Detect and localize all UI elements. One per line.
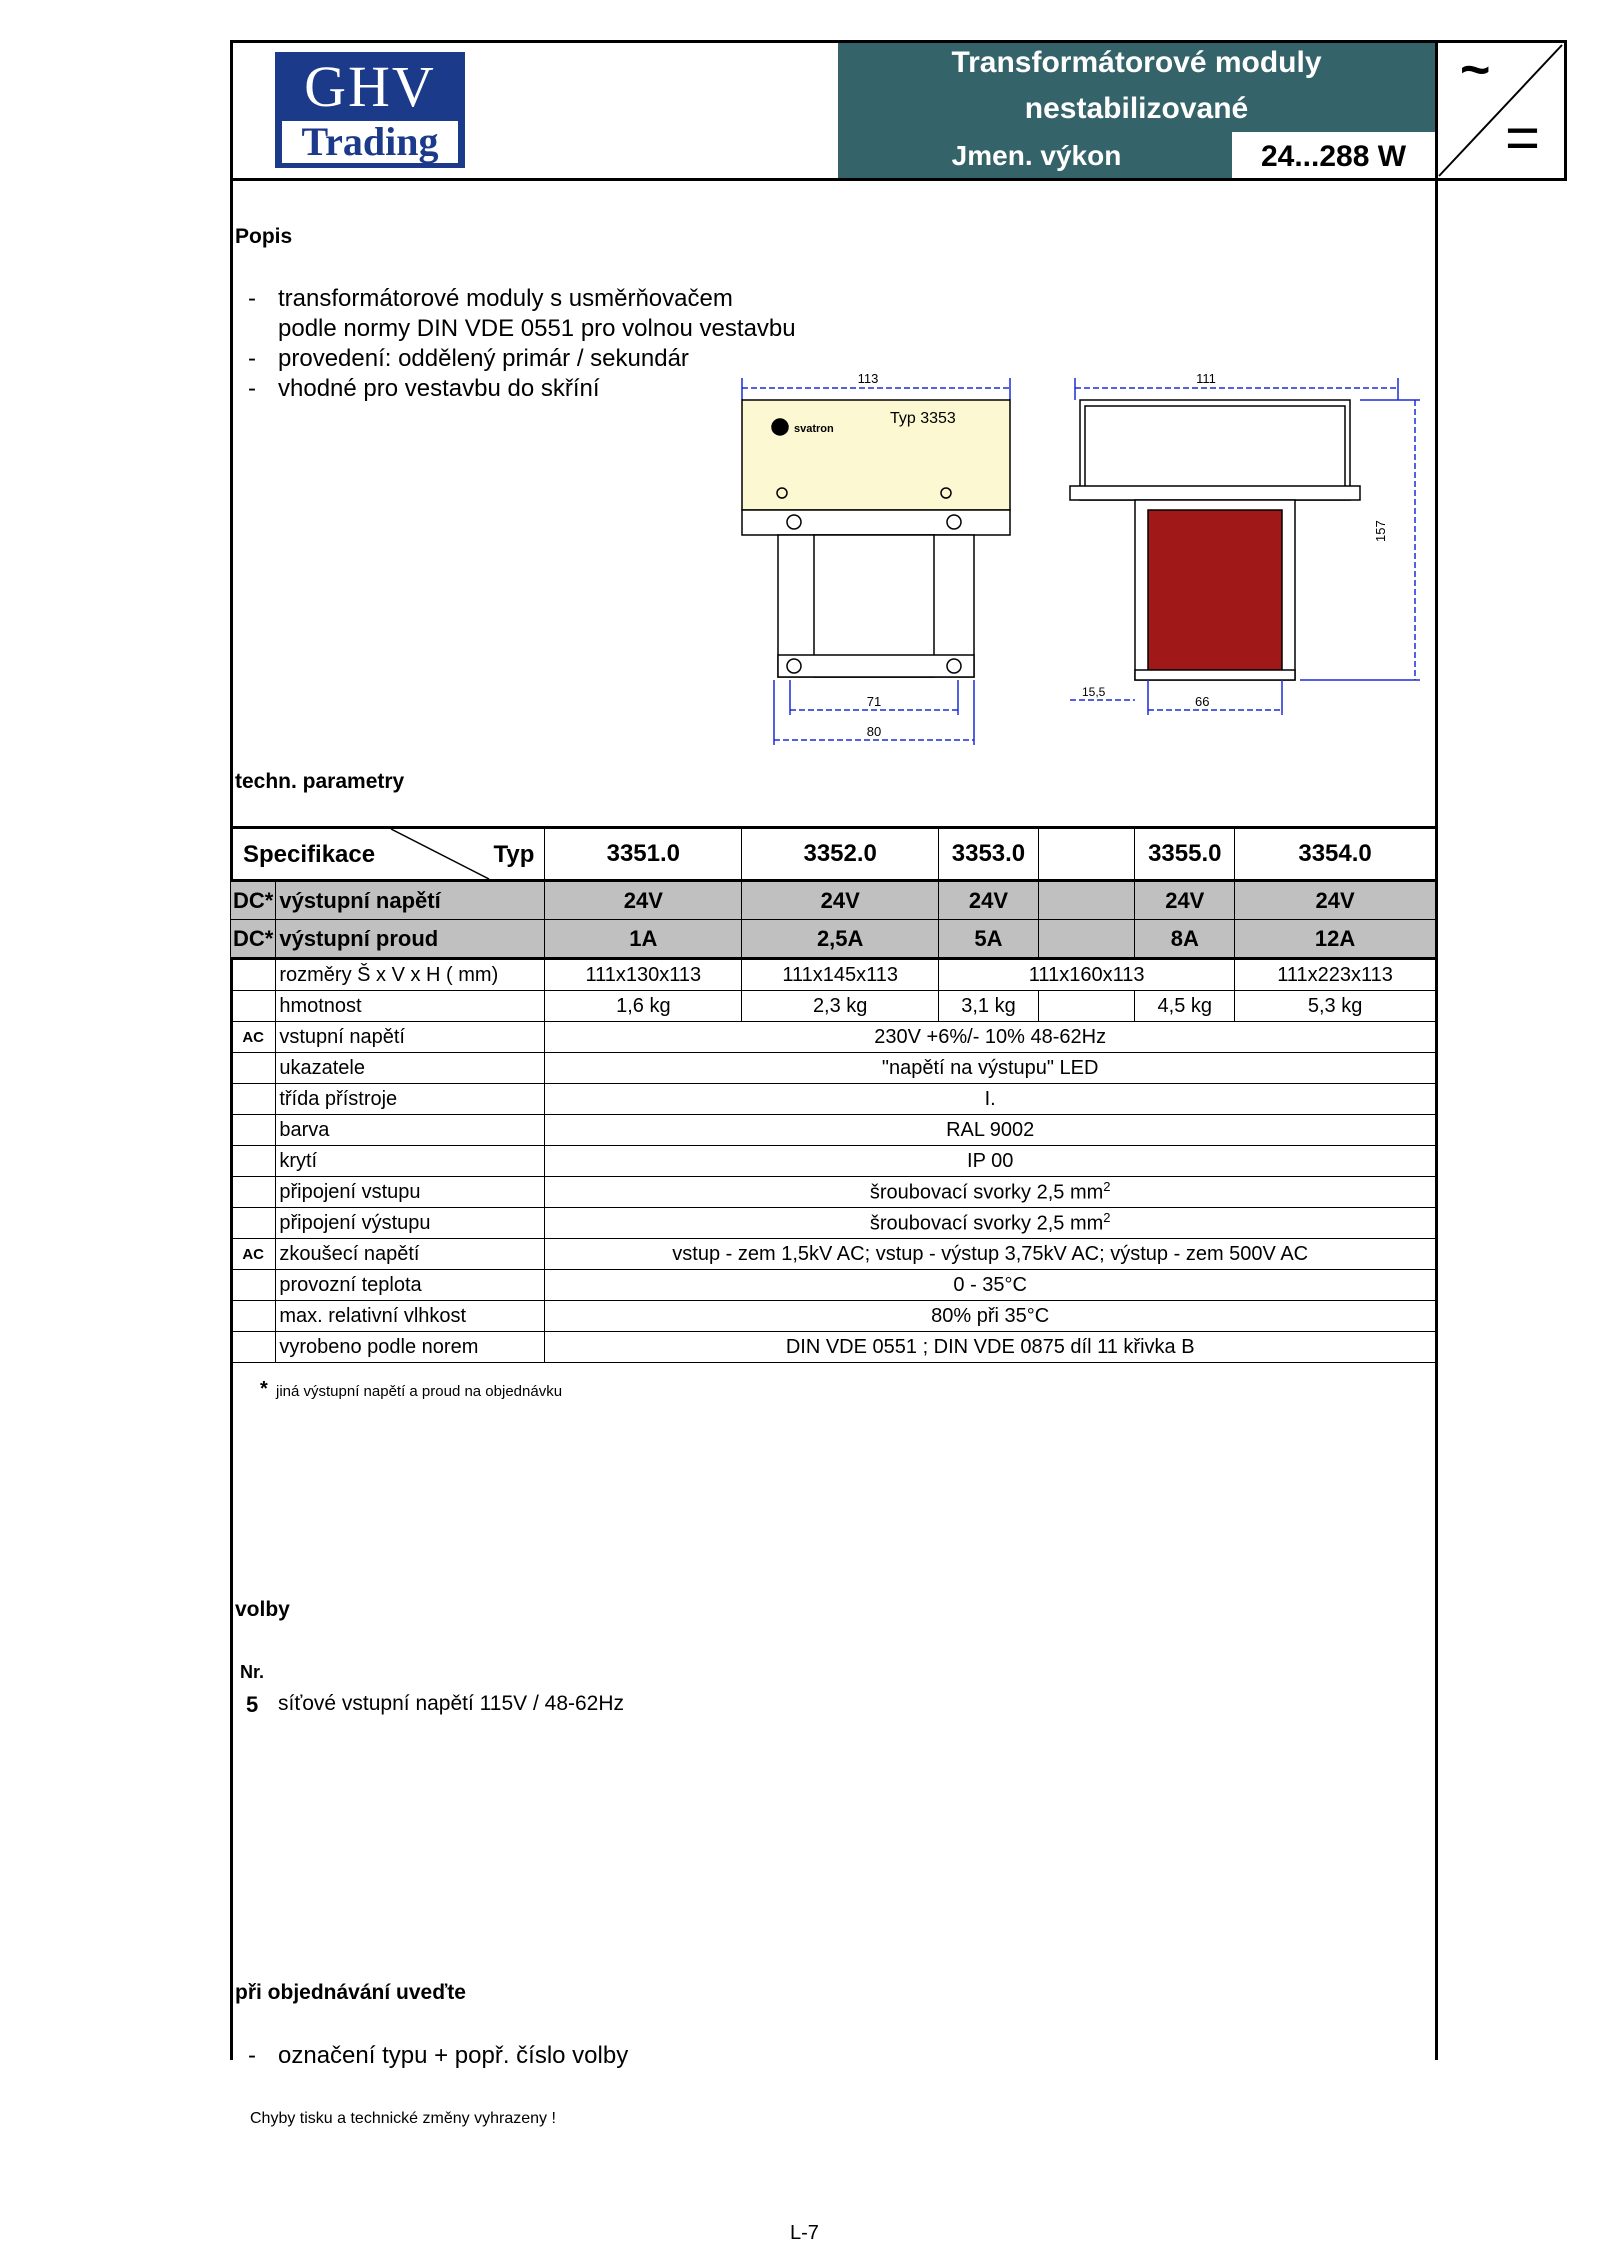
options-heading: volby xyxy=(235,1598,290,1621)
row-label: vstupní napětí xyxy=(276,1022,545,1053)
row-prefix xyxy=(231,1146,276,1177)
footnote: jiná výstupní napětí a proud na objednávku xyxy=(276,1383,563,1400)
cell: 1,6 kg xyxy=(545,991,742,1022)
table-row xyxy=(231,1115,1436,1146)
row-label: výstupní napětí xyxy=(276,881,545,920)
cell: 4,5 kg xyxy=(1135,991,1235,1022)
ordering-heading: při objednávání uveďte xyxy=(235,1981,466,2004)
row-label: max. relativní vlhkost xyxy=(276,1301,545,1332)
table-row xyxy=(231,1208,1436,1239)
cell: vstup - zem 1,5kV AC; vstup - výstup 3,75kV AC; výstup - zem 500V AC xyxy=(545,1239,1436,1270)
table-row xyxy=(231,1177,1436,1208)
cell: 111x160x113 xyxy=(939,959,1235,991)
type-3354: 3354.0 xyxy=(1235,828,1436,881)
symbol-box-right-line xyxy=(1564,40,1567,181)
row-prefix xyxy=(231,959,276,991)
dim-base-front: 80 xyxy=(866,724,882,739)
description-heading: Popis xyxy=(235,225,293,248)
table-row xyxy=(231,1084,1436,1115)
spec-table xyxy=(230,826,1436,1363)
row-label: krytí xyxy=(276,1146,545,1177)
table-row xyxy=(231,1146,1436,1177)
options-nr-label: Nr. xyxy=(240,1662,265,1682)
spec-typ-cell xyxy=(231,828,545,881)
row-label: hmotnost xyxy=(276,991,545,1022)
row-label: provozní teplota xyxy=(276,1270,545,1301)
table-row xyxy=(231,991,1436,1022)
cell-text: šroubovací svorky 2,5 mm xyxy=(869,1181,1104,1204)
bullet-dash-1: - xyxy=(248,285,256,312)
cell xyxy=(545,1208,1436,1239)
option-number: 5 xyxy=(246,1692,259,1717)
row-prefix xyxy=(231,1177,276,1208)
cell: DIN VDE 0551 ; DIN VDE 0875 díl 11 křivka B xyxy=(545,1332,1436,1363)
cell: 24V xyxy=(939,881,1039,920)
cell: 111x145x113 xyxy=(742,959,939,991)
row-prefix: DC* xyxy=(231,881,276,920)
type-empty xyxy=(1038,828,1135,881)
cell xyxy=(545,1177,1436,1208)
cell: 2,3 kg xyxy=(742,991,939,1022)
ghv-trading-logo xyxy=(275,52,465,168)
dim-side-inner: 66 xyxy=(1195,694,1210,709)
row-prefix xyxy=(231,1332,276,1363)
type-3353: 3353.0 xyxy=(939,828,1039,881)
cell: 80% při 35°C xyxy=(545,1301,1436,1332)
cell: 5,3 kg xyxy=(1235,991,1436,1022)
row-prefix: DC* xyxy=(231,920,276,959)
power-value: 24...288 W xyxy=(1260,140,1407,173)
superscript: 2 xyxy=(1103,1179,1111,1195)
row-prefix: AC xyxy=(231,1239,276,1270)
type-3355: 3355.0 xyxy=(1135,828,1235,881)
cell: 0 - 35°C xyxy=(545,1270,1436,1301)
power-label: Jmen. výkon xyxy=(951,140,1122,171)
cell: 24V xyxy=(1235,881,1436,920)
row-label: připojení výstupu xyxy=(276,1208,545,1239)
cell: I. xyxy=(545,1084,1436,1115)
cell: 111x130x113 xyxy=(545,959,742,991)
cell: 5A xyxy=(939,920,1039,959)
table-row xyxy=(231,1332,1436,1363)
cell-text: šroubovací svorky 2,5 mm xyxy=(869,1212,1104,1235)
cell: IP 00 xyxy=(545,1146,1436,1177)
ordering-dash: - xyxy=(248,2042,256,2069)
description-line-4: vhodné pro vestavbu do skříní xyxy=(278,375,600,402)
table-row xyxy=(231,1022,1436,1053)
row-prefix xyxy=(231,1084,276,1115)
table-row xyxy=(231,1301,1436,1332)
page-number: L-7 xyxy=(790,2222,819,2244)
row-prefix xyxy=(231,1208,276,1239)
type-3352: 3352.0 xyxy=(742,828,939,881)
typ-label: Typ xyxy=(493,841,535,868)
ac-dc-symbol-icon xyxy=(1437,43,1564,178)
row-prefix xyxy=(231,1053,276,1084)
table-header-row xyxy=(231,828,1436,881)
cell: 24V xyxy=(1135,881,1235,920)
row-prefix xyxy=(231,991,276,1022)
bullet-dash-2: - xyxy=(248,345,256,372)
cell: RAL 9002 xyxy=(545,1115,1436,1146)
option-text: síťové vstupní napětí 115V / 48-62Hz xyxy=(278,1692,625,1715)
row-label: připojení vstupu xyxy=(276,1177,545,1208)
dc-symbol: = xyxy=(1505,104,1541,171)
cell xyxy=(1038,991,1135,1022)
cell: 3,1 kg xyxy=(939,991,1039,1022)
superscript: 2 xyxy=(1103,1210,1111,1226)
tech-params-heading: techn. parametry xyxy=(235,770,405,793)
cell xyxy=(1038,920,1135,959)
logo-text-top: GHV xyxy=(304,54,436,119)
dim-side-offset: 15,5 xyxy=(1082,685,1106,699)
front-view xyxy=(742,378,1010,745)
row-prefix: AC xyxy=(231,1022,276,1053)
description-line-3: provedení: oddělený primár / sekundár xyxy=(278,345,689,372)
cell: 12A xyxy=(1235,920,1436,959)
logo-text-bottom: Trading xyxy=(282,121,458,163)
dim-height: 157 xyxy=(1373,520,1388,542)
cell: 111x223x113 xyxy=(1235,959,1436,991)
table-row xyxy=(231,920,1436,959)
cell: 24V xyxy=(742,881,939,920)
page-title-line1: Transformátorové moduly xyxy=(951,46,1322,79)
dim-width-side: 111 xyxy=(1196,371,1216,386)
cell: "napětí na výstupu" LED xyxy=(545,1053,1436,1084)
footnote-star: * xyxy=(260,1378,268,1400)
type-3351: 3351.0 xyxy=(545,828,742,881)
cell: 24V xyxy=(545,881,742,920)
ac-symbol: ~ xyxy=(1460,41,1491,99)
cell: 1A xyxy=(545,920,742,959)
bullet-dash-3: - xyxy=(248,375,256,402)
brand-label: svatron xyxy=(794,423,834,435)
row-label: zkoušecí napětí xyxy=(276,1239,545,1270)
page-title-line2: nestabilizované xyxy=(1024,92,1249,125)
cell: 230V +6%/- 10% 48-62Hz xyxy=(545,1022,1436,1053)
table-row xyxy=(231,1239,1436,1270)
row-prefix xyxy=(231,1115,276,1146)
table-row xyxy=(231,881,1436,920)
disclaimer: Chyby tisku a technické změny vyhrazeny ! xyxy=(250,2110,556,2127)
spec-label: Specifikace xyxy=(243,841,376,868)
diagonal-divider-icon xyxy=(231,829,541,879)
dim-inner-front: 71 xyxy=(866,694,882,709)
row-label: třída přístroje xyxy=(276,1084,545,1115)
transformer-drawing xyxy=(730,370,1420,750)
row-label: barva xyxy=(276,1115,545,1146)
table-row xyxy=(231,959,1436,991)
row-prefix xyxy=(231,1270,276,1301)
row-label: rozměry Š x V x H ( mm) xyxy=(276,959,545,991)
table-row xyxy=(231,1270,1436,1301)
description-line-2: podle normy DIN VDE 0551 pro volnou vestavbu xyxy=(278,315,796,342)
row-label: výstupní proud xyxy=(276,920,545,959)
table-row xyxy=(231,1053,1436,1084)
description-line-1: transformátorové moduly s usměrňovačem xyxy=(278,285,733,312)
row-label: ukazatele xyxy=(276,1053,545,1084)
side-view xyxy=(1070,378,1420,715)
row-label: vyrobeno podle norem xyxy=(276,1332,545,1363)
type-label: Typ 3353 xyxy=(890,410,956,427)
ordering-text: označení typu + popř. číslo volby xyxy=(278,2042,629,2069)
cell: 2,5A xyxy=(742,920,939,959)
dim-width-front: 113 xyxy=(857,371,879,386)
cell xyxy=(1038,881,1135,920)
row-prefix xyxy=(231,1301,276,1332)
header-bottom-line xyxy=(230,178,1566,181)
cell: 8A xyxy=(1135,920,1235,959)
